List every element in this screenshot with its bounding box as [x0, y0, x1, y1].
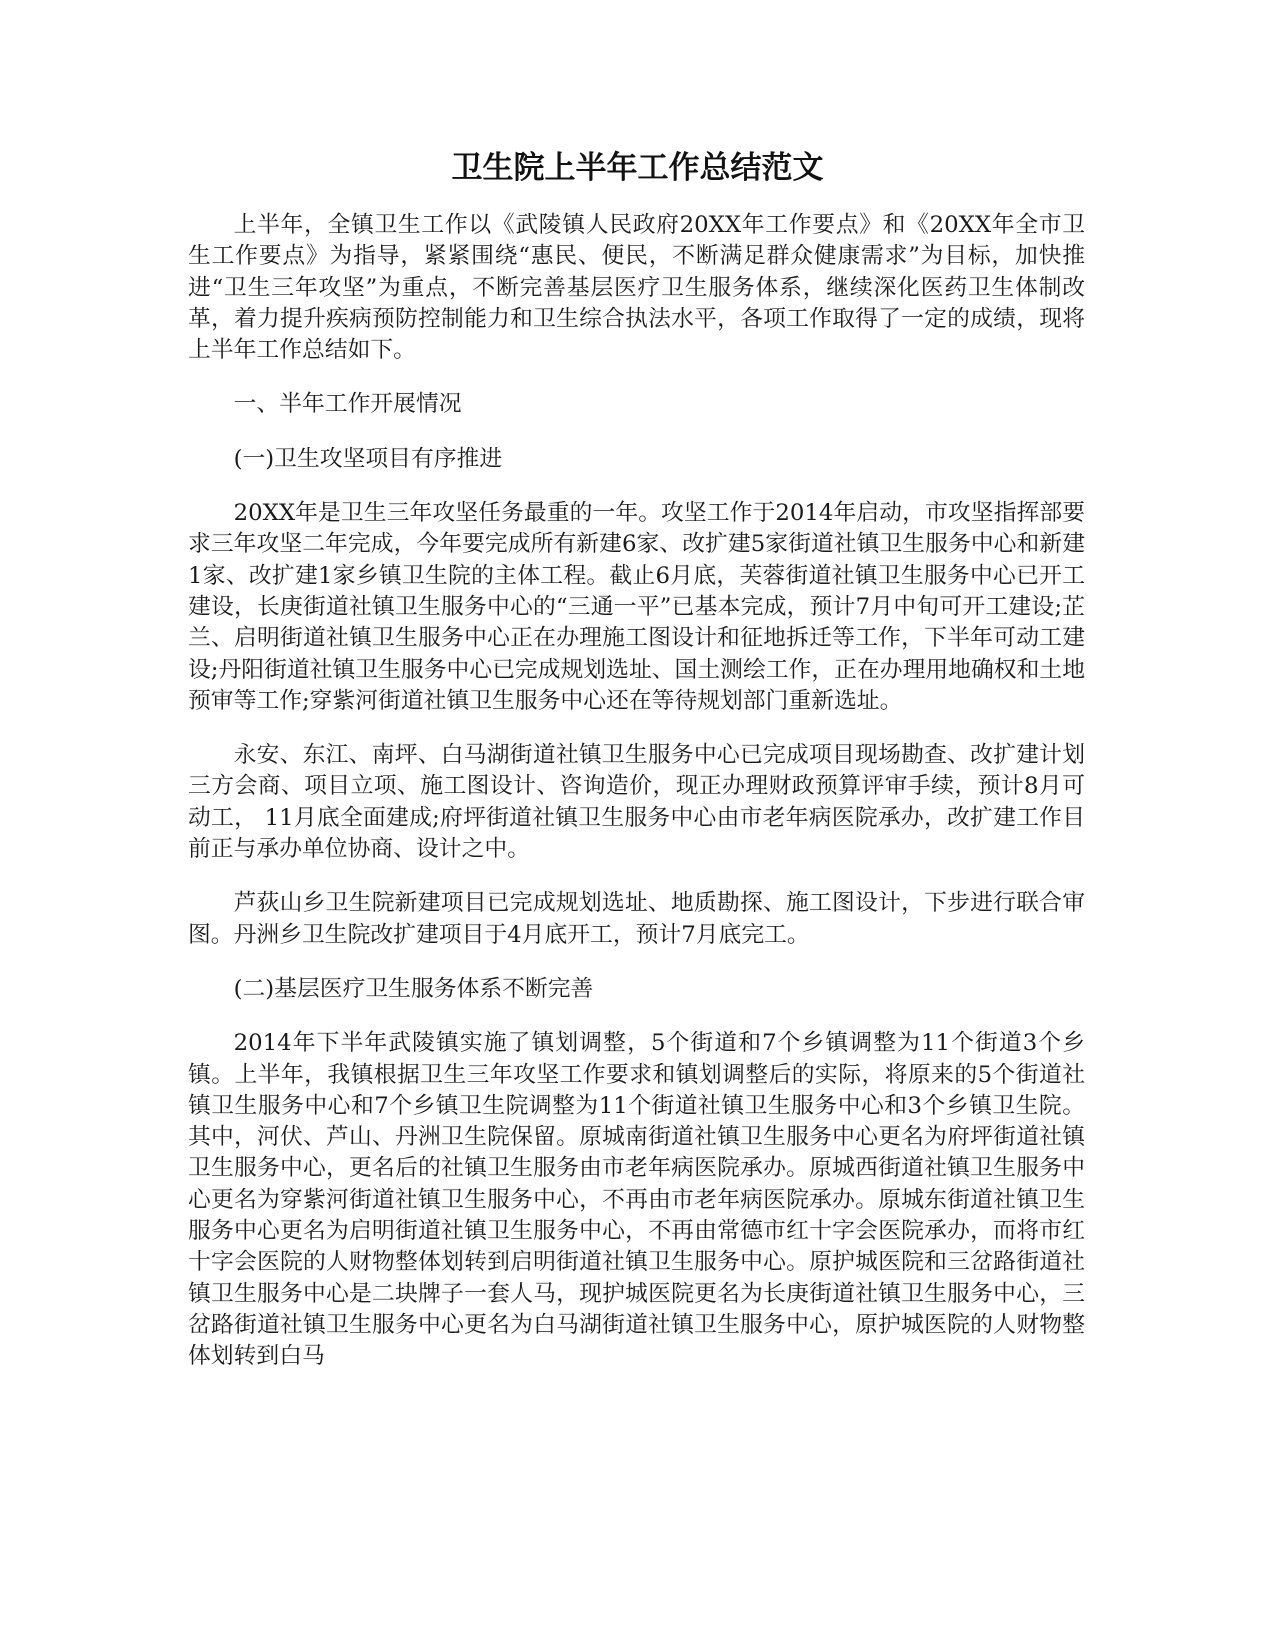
body-paragraph: 永安、东江、南坪、白马湖街道社镇卫生服务中心已完成项目现场勘查、改扩建计划三方会商、项目立项、施工图设计、咨询造价，现正办理财政预算评审手续，预计8月可动工， 11月底全面建成;府坪街道社镇卫生服务中心由市老年病医院承办，改扩建工作目前正与承办单位协商、设计之中。 [188, 742, 1085, 863]
intro-paragraph: 上半年，全镇卫生工作以《武陵镇人民政府20XX年工作要点》和《20XX年全市卫生工作要点》为指导，紧紧围绕“惠民、便民，不断满足群众健康需求”为目标，加快推进“卫生三年攻坚”为重点，不断完善基层医疗卫生服务体系，继续深化医药卫生体制改革，着力提升疾病预防控制能力和卫生综合执法水平，各项工作取得了一定的成绩，现将上半年工作总结如下。 [188, 212, 1085, 364]
section-heading-1: 一、半年工作开展情况 [233, 391, 462, 418]
body-paragraph: 2014年下半年武陵镇实施了镇划调整，5个街道和7个乡镇调整为11个街道3个乡镇。上半年，我镇根据卫生三年攻坚工作要求和镇划调整后的实际，将原来的5个街道社镇卫生服务中心和7个乡镇卫生院调整为11个街道社镇卫生服务中心和3个乡镇卫生院。其中，河伏、芦山、丹洲卫生院保留。原城南街道社镇卫生服务中心更名为府坪街道社镇卫生服务中心，更名后的社镇卫生服务由市老年病医院承办。原城西街道社镇卫生服务中心更名为穿紫河街道社镇卫生服务中心，不再由市老年病医院承办。原城东街道社镇卫生服务中心更名为启明街道社镇卫生服务中心，不再由常德市红十字会医院承办，而将市红十字会医院的人财物整体划转到启明街道社镇卫生服务中心。原护城医院和三岔路街道社镇卫生服务中心是二块牌子一套人马，现护城医院更名为长庚街道社镇卫生服务中心，三岔路街道社镇卫生服务中心更名为白马湖街道社镇卫生服务中心，原护城医院的人财物整体划转到白马 [188, 1030, 1085, 1370]
subsection-heading-1: (一)卫生攻坚项目有序推进 [233, 445, 503, 472]
body-paragraph: 20XX年是卫生三年攻坚任务最重的一年。攻坚工作于2014年启动，市攻坚指挥部要求三年攻坚二年完成，今年要完成所有新建6家、改扩建5家街道社镇卫生服务中心和新建1家、改扩建1家乡镇卫生院的主体工程。截止6月底，芙蓉街道社镇卫生服务中心已开工建设，长庚街道社镇卫生服务中心的“三通一平”已基本完成，预计7月中旬可开工建设;芷兰、启明街道社镇卫生服务中心正在办理施工图设计和征地拆迁等工作，下半年可动工建设;丹阳街道社镇卫生服务中心已完成规划选址、国土测绘工作，正在办理用地确权和土地预审等工作;穿紫河街道社镇卫生服务中心还在等待规划部门重新选址。 [188, 500, 1085, 714]
subsection-heading-2: (二)基层医疗卫生服务体系不断完善 [233, 975, 594, 1002]
body-paragraph: 芦荻山乡卫生院新建项目已完成规划选址、地质勘探、施工图设计，下步进行联合审图。丹洲乡卫生院改扩建项目于4月底开工，预计7月底完工。 [188, 890, 1085, 948]
document-title: 卫生院上半年工作总结范文 [451, 150, 824, 186]
document-body [188, 210, 1085, 1396]
